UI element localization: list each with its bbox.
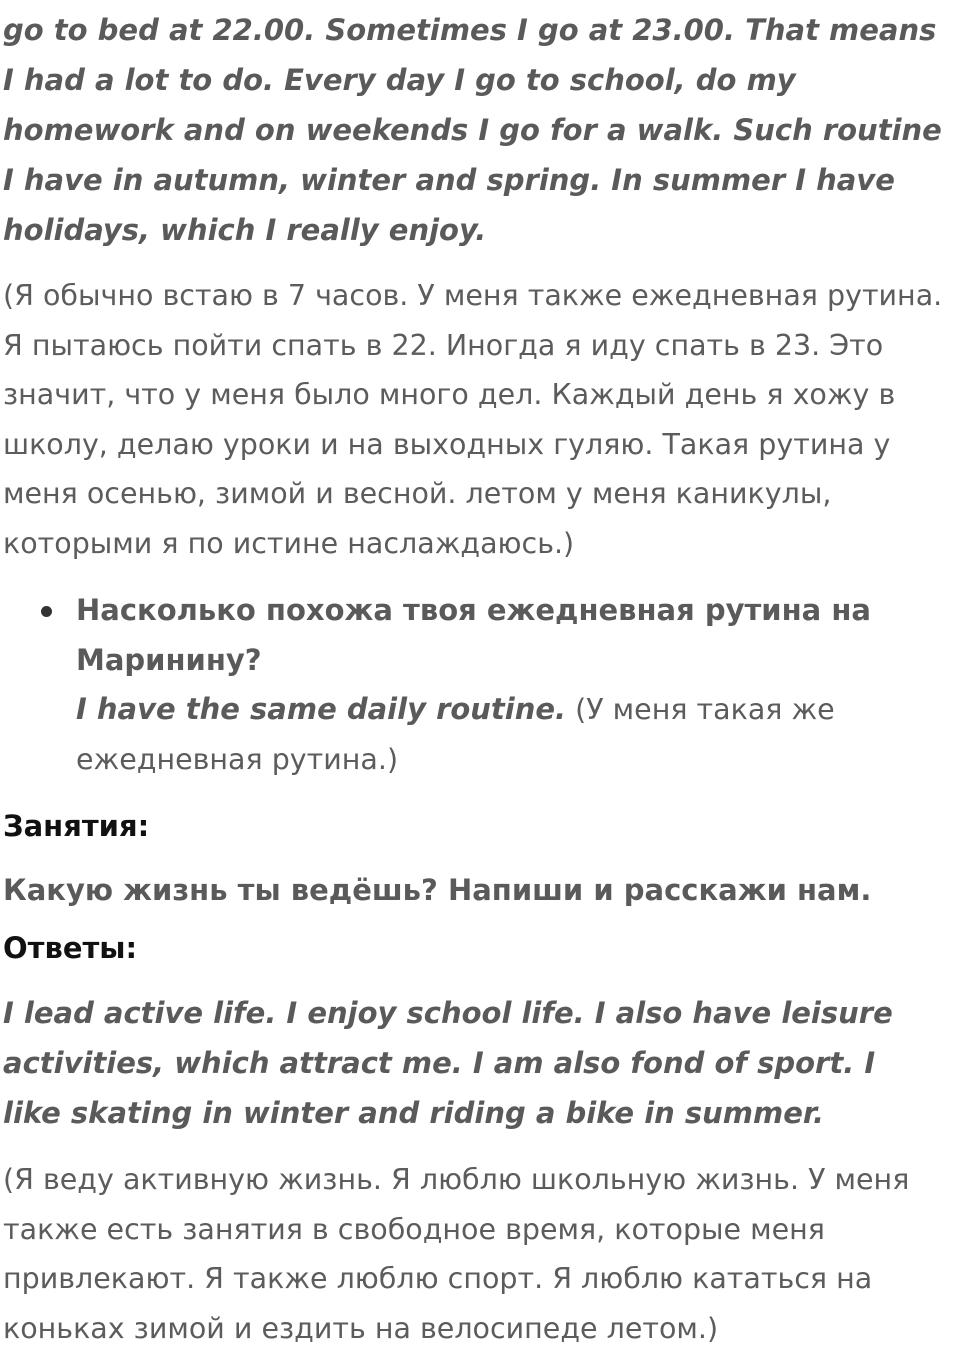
question-text: Насколько похожа твоя ежедневная рутина на Маринину? (76, 593, 871, 677)
answer-russian: (У меня такая же ежедневная рутина.) (76, 693, 835, 776)
question-list (0, 586, 920, 784)
english-text-routine: go to bed at 22.00. Sometimes I go at 23.00. That means I had a lot to do. Every day I go to school, do my homework and on weekends I go for a walk. Such routine I have in autumn, winter and spring. In summer I have holidays, which I really enjoy. (3, 13, 942, 247)
tasks-heading: Занятия: (3, 809, 150, 843)
russian-translation-routine: (Я обычно встаю в 7 часов. У меня также ежедневная рутина. Я пытаюсь пойти спать в 22. Иногда я иду спать в 23. Это значит, что у меня было много дел. Каждый день я хожу в школу, делаю уроки и на выходных гуляю. Такая рутина у меня осенью, зимой и весной. летом у меня каникулы, которыми я по истине наслаждаюсь.) (3, 279, 943, 560)
answer-english: I have the same daily routine. (76, 692, 567, 727)
english-text-life: I lead active life. I enjoy school life. I also have leisure activities, which attract me. I am also fond of sport. I like skating in winter and riding a bike in summer. (3, 996, 893, 1130)
answer-line (76, 685, 920, 784)
bullet-icon (41, 606, 52, 617)
answers-heading: Ответы: (3, 931, 138, 965)
task-text: Какую жизнь ты ведёшь? Напиши и расскажи нам. (3, 873, 872, 907)
list-item (0, 586, 920, 784)
russian-translation-life: (Я веду активную жизнь. Я люблю школьную жизнь. У меня также есть занятия в свободное время, которые меня привлекают. Я также люблю спорт. Я люблю кататься на коньках зимой и ездить на велосипеде летом.) (3, 1163, 910, 1345)
